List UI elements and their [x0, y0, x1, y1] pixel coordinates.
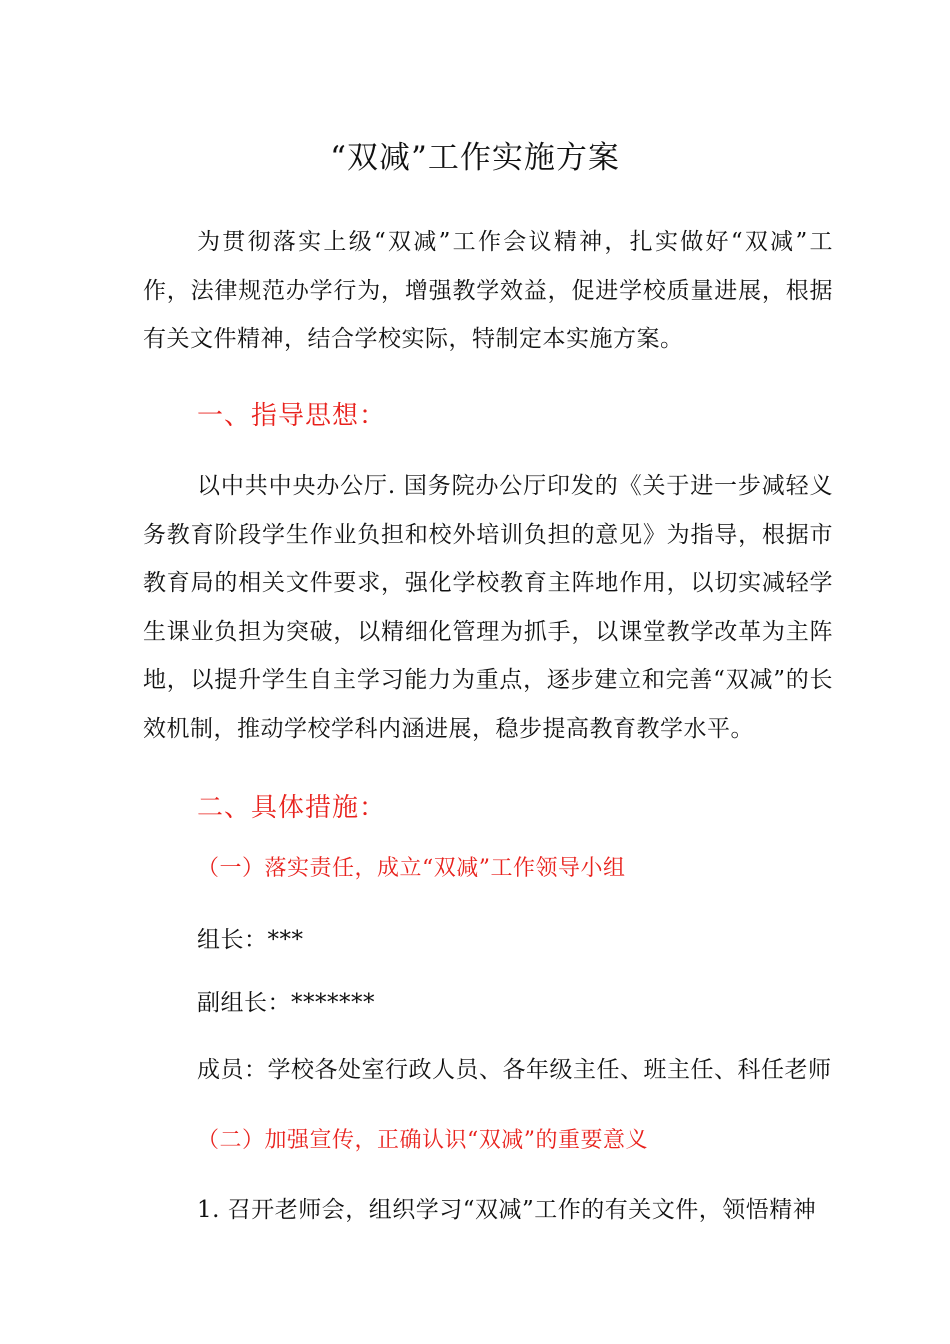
members-line: 成员：学校各处室行政人员、各年级主任、班主任、科任老师	[197, 1057, 832, 1083]
list-item-1: 1. 召开老师会，组织学习“双减”工作的有关文件，领悟精神	[197, 1197, 817, 1223]
subsection2-heading: （二）加强宣传，正确认识“双减”的重要意义	[197, 1128, 648, 1153]
section1-body: 以中共中央办公厅. 国务院办公厅印发的《关于进一步减轻义务教育阶段学生作业负担和校外培训负担的意见》为指导，根据市教育局的相关文件要求，强化学校教育主阵地作用，以切实减轻学生课业负担为突破，以精细化管理为抓手，以课堂教学改革为主阵地，以提升学生自主学习能力为重点，逐步建立和完善“双减”的长效机制，推动学校学科内涵进展，稳步提高教育教学水平。	[143, 473, 833, 742]
subsection1-heading: （一）落实责任，成立“双减”工作领导小组	[197, 856, 626, 881]
document-title: “双减”工作实施方案	[330, 140, 620, 176]
intro-paragraph: 为贯彻落实上级“双减”工作会议精神，扎实做好“双减”工作，法律规范办学行为，增强教学效益，促进学校质量进展，根据有关文件精神，结合学校实际，特制定本实施方案。	[143, 229, 833, 352]
section1-heading: 一、指导思想：	[197, 401, 387, 431]
leader-line: 组长：***	[197, 927, 304, 953]
deputy-leader-line: 副组长：*******	[197, 990, 375, 1016]
section2-heading: 二、具体措施：	[197, 793, 387, 823]
